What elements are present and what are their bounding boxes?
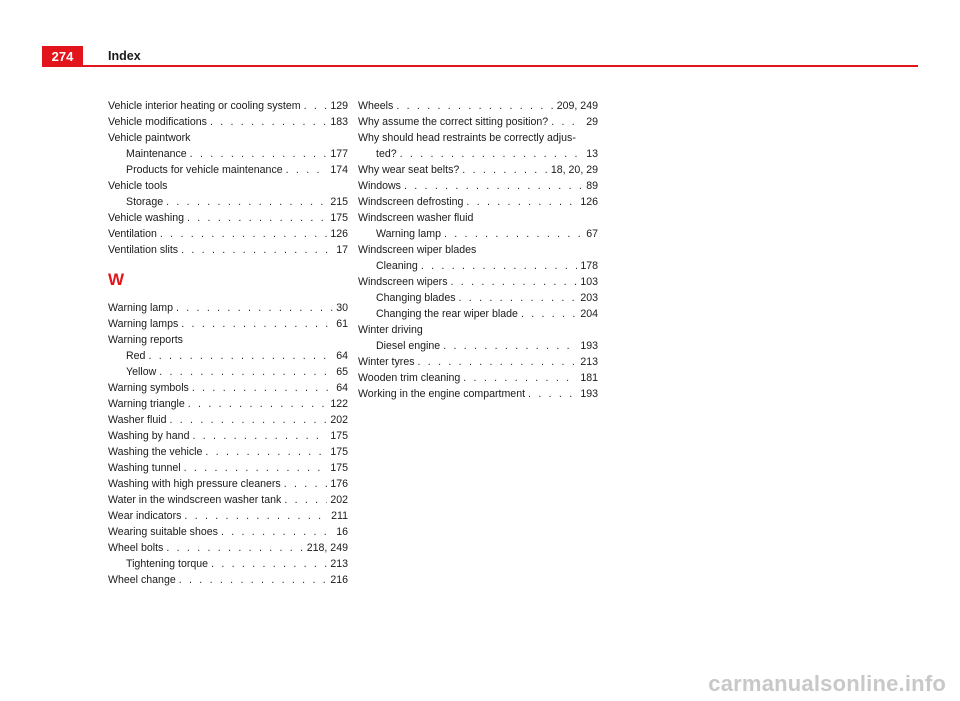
index-entry-term: Vehicle interior heating or cooling system (108, 100, 301, 112)
index-entry-page: 213 (580, 356, 598, 368)
dot-leader (459, 290, 578, 306)
dot-leader (462, 162, 548, 178)
dot-leader (418, 354, 578, 370)
index-entry-term: Water in the windscreen washer tank (108, 494, 282, 506)
index-entry (358, 98, 598, 114)
dot-leader (181, 316, 333, 332)
index-entry-page: 175 (330, 430, 348, 442)
index-entry-page: 193 (580, 388, 598, 400)
index-entry-page: 129 (330, 100, 348, 112)
index-group-w-continued (358, 98, 598, 402)
index-entry-page: 29 (586, 116, 598, 128)
dot-leader (184, 460, 328, 476)
index-entry (358, 274, 598, 290)
index-entry-page: 89 (586, 180, 598, 192)
dot-leader (421, 258, 577, 274)
index-entry-term: Windows (358, 180, 401, 192)
index-entry (108, 348, 348, 364)
index-entry-term: Wheel bolts (108, 542, 164, 554)
dot-leader (148, 348, 333, 364)
watermark: carmanualsonline.info (708, 671, 946, 696)
index-entry-page: 18, 20, 29 (550, 164, 598, 176)
index-entry-term: Vehicle washing (108, 212, 184, 224)
index-entry (108, 300, 348, 316)
dot-leader (184, 508, 328, 524)
dot-leader (444, 226, 583, 242)
index-entry (358, 258, 598, 274)
index-entry-page: 193 (580, 340, 598, 352)
dot-leader (466, 194, 577, 210)
index-entry (108, 412, 348, 428)
dot-leader (521, 306, 577, 322)
index-subentry-term: Red (126, 350, 146, 362)
index-entry (108, 146, 348, 162)
index-entry-term: Working in the engine compartment (358, 388, 526, 400)
index-subentry-term: Tightening torque (126, 558, 209, 570)
index-entry (108, 460, 348, 476)
index-entry-heading: Winter driving (358, 324, 423, 336)
dot-leader (451, 274, 578, 290)
index-entry (358, 338, 598, 354)
index-entry (108, 396, 348, 412)
index-entry-term: Wheel change (108, 574, 176, 586)
index-entry-term: Why should head restraints be correctly adjus- (358, 132, 576, 144)
index-entry-term: Warning lamp (108, 302, 173, 314)
index-entry (108, 364, 348, 380)
dot-leader (404, 178, 583, 194)
dot-leader (210, 114, 327, 130)
index-entry-heading: Windscreen washer fluid (358, 212, 474, 224)
index-group-w (108, 300, 348, 588)
page-number: 274 (42, 46, 83, 67)
index-entry-page: 202 (330, 414, 348, 426)
index-entry-page: 215 (330, 196, 348, 208)
index-entry-term: Ventilation (108, 228, 157, 240)
index-entry (108, 444, 348, 460)
index-entry (108, 492, 348, 508)
header-rule (83, 65, 918, 67)
index-entry (108, 572, 348, 588)
index-subentry-term: Cleaning (376, 260, 418, 272)
dot-leader (187, 210, 327, 226)
dot-leader (211, 556, 327, 572)
index-entry (358, 290, 598, 306)
index-entry-term: Wheels (358, 100, 394, 112)
dot-leader (188, 396, 328, 412)
dot-leader (528, 386, 577, 402)
index-entry-page: 126 (330, 228, 348, 240)
index-entry (108, 162, 348, 178)
index-entry (108, 508, 348, 524)
index-entry-term-continued: ted? (376, 148, 397, 160)
index-entry-page: 30 (336, 302, 348, 314)
index-entry (108, 524, 348, 540)
index-entry-term: Winter tyres (358, 356, 415, 368)
index-letter-heading: W (108, 270, 125, 289)
index-entry (108, 556, 348, 572)
index-entry (108, 114, 348, 130)
index-subentry-term: Yellow (126, 366, 157, 378)
index-entry (108, 194, 348, 210)
index-entry-term: Warning triangle (108, 398, 185, 410)
index-entry (108, 476, 348, 492)
index-subentry-term: Changing the rear wiper blade (376, 308, 518, 320)
index-entry-heading: Windscreen wiper blades (358, 244, 477, 256)
index-group-v (108, 98, 348, 258)
index-entry-page: 174 (330, 164, 348, 176)
dot-leader (221, 524, 333, 540)
dot-leader (205, 444, 327, 460)
index-entry-page: 181 (580, 372, 598, 384)
index-entry (358, 162, 598, 178)
dot-leader (284, 476, 328, 492)
index-entry-term: Why assume the correct sitting position? (358, 116, 549, 128)
index-entry-term: Windscreen defrosting (358, 196, 464, 208)
index-entry (358, 114, 598, 130)
dot-leader (159, 364, 333, 380)
index-subentry-term: Warning lamp (376, 228, 441, 240)
index-entry-page: 61 (336, 318, 348, 330)
index-entry-term: Washing the vehicle (108, 446, 203, 458)
index-entry-page: 204 (580, 308, 598, 320)
dot-leader (400, 146, 584, 162)
index-entry-term: Windscreen wipers (358, 276, 448, 288)
index-entry (358, 386, 598, 402)
index-entry-page: 218, 249 (306, 542, 348, 554)
index-entry (358, 370, 598, 386)
index-entry-page: 211 (331, 510, 348, 522)
index-entry-page: 17 (336, 244, 348, 256)
index-entry-term: Washer fluid (108, 414, 167, 426)
dot-leader (443, 338, 577, 354)
index-entry-term: Washing with high pressure cleaners (108, 478, 281, 490)
index-entry (108, 428, 348, 444)
dot-leader (179, 572, 328, 588)
dot-leader (551, 114, 583, 130)
dot-leader (396, 98, 553, 114)
index-entry-page: 126 (580, 196, 598, 208)
index-entry-page: 175 (330, 212, 348, 224)
dot-leader (166, 194, 327, 210)
index-column-left (108, 98, 348, 588)
index-entry-term: Warning symbols (108, 382, 189, 394)
index-entry-page: 122 (330, 398, 348, 410)
dot-leader (181, 242, 333, 258)
index-entry (108, 226, 348, 242)
dot-leader (304, 98, 328, 114)
index-entry-term: Warning lamps (108, 318, 179, 330)
index-entry-heading: Vehicle tools (108, 180, 168, 192)
dot-leader (463, 370, 577, 386)
index-entry (108, 540, 348, 556)
index-entry-page: 178 (580, 260, 598, 272)
dot-leader (190, 146, 328, 162)
index-entry (358, 306, 598, 322)
index-entry-page: 203 (580, 292, 598, 304)
index-entry-page: 183 (330, 116, 348, 128)
index-entry-term: Wear indicators (108, 510, 182, 522)
dot-leader (192, 380, 333, 396)
index-entry-page: 213 (330, 558, 348, 570)
index-entry (108, 242, 348, 258)
index-column-right (358, 98, 598, 402)
dot-leader (284, 492, 327, 508)
index-entry-page: 65 (336, 366, 348, 378)
index-entry (358, 194, 598, 210)
dot-leader (169, 412, 327, 428)
index-entry-page: 175 (330, 446, 348, 458)
index-entry (108, 316, 348, 332)
index-entry (108, 380, 348, 396)
index-entry-heading: Warning reports (108, 334, 183, 346)
index-entry-page: 64 (336, 382, 348, 394)
index-entry (358, 130, 598, 162)
index-entry-page: 177 (330, 148, 348, 160)
index-entry (358, 178, 598, 194)
index-entry-term: Washing by hand (108, 430, 190, 442)
index-entry-term: Wooden trim cleaning (358, 372, 461, 384)
index-entry-term: Vehicle modifications (108, 116, 207, 128)
index-entry-page: 216 (330, 574, 348, 586)
index-entry (108, 98, 348, 114)
index-subentry-term: Diesel engine (376, 340, 441, 352)
index-entry-term: Wearing suitable shoes (108, 526, 218, 538)
dot-leader (286, 162, 328, 178)
index-entry-page: 64 (336, 350, 348, 362)
dot-leader (160, 226, 327, 242)
index-entry (358, 226, 598, 242)
page-title: Index (108, 49, 141, 63)
index-entry (358, 354, 598, 370)
index-subentry-term: Changing blades (376, 292, 456, 304)
index-entry-term: Ventilation slits (108, 244, 179, 256)
index-entry-page: 176 (330, 478, 348, 490)
index-subentry-term: Storage (126, 196, 164, 208)
index-subentry-term: Products for vehicle maintenance (126, 164, 283, 176)
dot-leader (176, 300, 333, 316)
index-entry-term: Washing tunnel (108, 462, 181, 474)
index-entry-page: 67 (586, 228, 598, 240)
index-entry-page: 175 (330, 462, 348, 474)
dot-leader (166, 540, 303, 556)
index-entry (108, 210, 348, 226)
index-entry-page: 13 (586, 148, 598, 160)
index-entry-heading: Vehicle paintwork (108, 132, 191, 144)
index-entry-page: 103 (580, 276, 598, 288)
index-entry-page: 16 (336, 526, 348, 538)
index-entry-page: 202 (330, 494, 348, 506)
index-entry-page: 209, 249 (556, 100, 598, 112)
index-entry-term: Why wear seat belts? (358, 164, 460, 176)
index-subentry-term: Maintenance (126, 148, 187, 160)
dot-leader (192, 428, 327, 444)
